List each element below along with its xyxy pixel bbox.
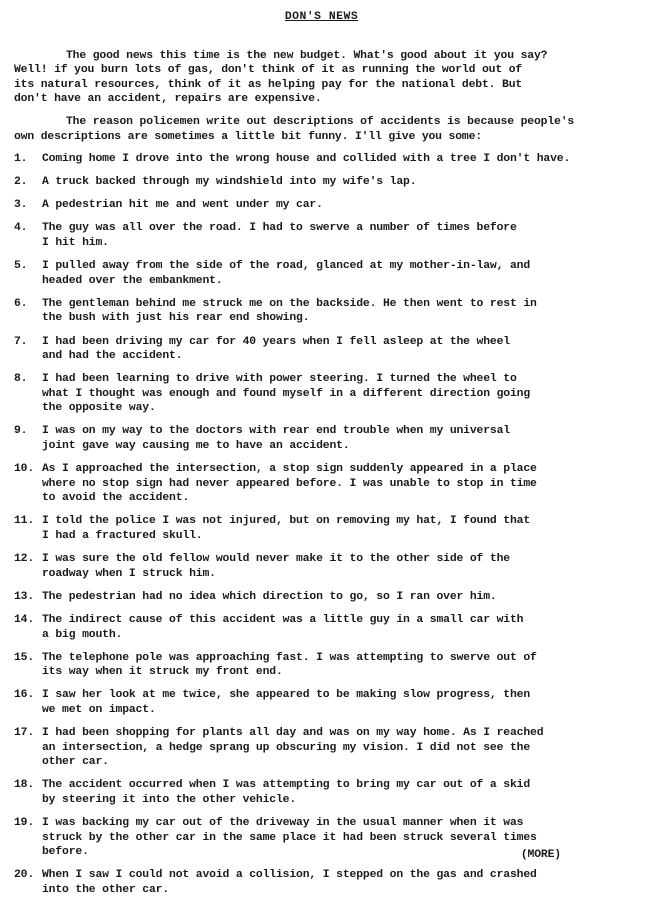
list-item-text: The indirect cause of this accident was a little guy in a small car with a big mouth.: [42, 613, 524, 641]
list-item: [14, 514, 619, 543]
list-item: [14, 424, 619, 453]
accident-list: [14, 152, 619, 897]
list-item-text: The accident occurred when I was attempting to bring my car out of a skid by steering it into the other vehicle.: [42, 779, 531, 806]
list-item: [14, 651, 619, 680]
list-item-text: I was sure the old fellow would never make it to the other side of the roadway when I struck him.: [42, 553, 510, 580]
list-item-text: The telephone pole was approaching fast. I was attempting to swerve out of its way when it struck my front end.: [42, 651, 537, 679]
list-item-text: Coming home I drove into the wrong house and collided with a tree I don't have.: [42, 153, 571, 166]
list-item: [14, 688, 619, 717]
list-item-number: 14.: [14, 613, 35, 626]
list-item: [14, 868, 619, 897]
list-item-number: 9.: [14, 425, 28, 438]
list-item: [14, 613, 619, 642]
list-item-text: The gentleman behind me struck me on the backside. He then went to rest in the bush with just his rear end showing.: [42, 297, 537, 325]
list-item: [14, 198, 619, 213]
intro-paragraph-2: The reason policemen write out descriptions of accidents is because people's own descriptions are sometimes a little bit funny. I'll give you some:: [14, 115, 575, 143]
list-item-number: 19.: [14, 816, 35, 829]
list-item: [14, 590, 619, 605]
list-item-number: 15.: [14, 651, 35, 664]
list-item: [14, 335, 619, 364]
list-item-number: 10.: [14, 463, 35, 476]
list-item-text: A pedestrian hit me and went under my car.: [42, 199, 323, 212]
list-item: [14, 552, 619, 581]
list-item: [14, 221, 619, 250]
list-item-text: I saw her look at me twice, she appeared to be making slow progress, then we met on impact.: [42, 689, 531, 716]
list-item-text: The guy was all over the road. I had to swerve a number of times before I hit him.: [42, 222, 517, 250]
list-item-text: I was backing my car out of the driveway in the usual manner when it was struck by the other car in the same place it had been struck several times before.: [42, 816, 537, 859]
list-item-text: I was on my way to the doctors with rear end trouble when my universal joint gave way causing me to have an accident.: [42, 425, 510, 453]
list-item-number: 20.: [14, 869, 35, 882]
list-item-number: 5.: [14, 260, 28, 273]
list-item: [14, 175, 619, 190]
list-item-number: 13.: [14, 590, 35, 603]
list-item: [14, 778, 619, 807]
list-item-number: 17.: [14, 726, 35, 739]
list-item: [14, 726, 619, 770]
list-item-number: 6.: [14, 297, 28, 310]
list-item-number: 1.: [14, 153, 28, 166]
list-item-text: A truck backed through my windshield into my wife's lap.: [42, 176, 417, 189]
list-item-text: I had been shopping for plants all day and was on my way home. As I reached an intersection, a hedge sprang up obscuring my vision. I did not see the other car.: [42, 726, 544, 769]
list-item-text: As I approached the intersection, a stop sign suddenly appeared in a place where no stop sign had never appeared before. I was unable to stop in time to avoid the accident.: [42, 463, 537, 505]
list-item-text: I told the police I was not injured, but on removing my hat, I found that I had a fractured skull.: [42, 515, 531, 543]
list-item: [14, 372, 619, 416]
list-item-number: 11.: [14, 515, 35, 528]
intro-paragraph-1: The good news this time is the new budget. What's good about it you say? Well! if you burn lots of gas, don't think of it as running the world out of its natural resources, think of it as helping pay for the national debt. But don't have an accident, repairs are expensive.: [14, 49, 548, 106]
list-item: [14, 259, 619, 288]
list-item-number: 2.: [14, 176, 28, 189]
list-item-number: 16.: [14, 689, 35, 702]
list-item-text: I pulled away from the side of the road, glanced at my mother-in-law, and headed over the embankment.: [42, 260, 531, 287]
list-item-text: When I saw I could not avoid a collision, I stepped on the gas and crashed into the other car.: [42, 869, 537, 896]
list-item-text: The pedestrian had no idea which direction to go, so I ran over him.: [42, 590, 497, 603]
list-item-text: I had been learning to drive with power steering. I turned the wheel to what I thought was enough and found myself in a different direction going the opposite way.: [42, 373, 531, 415]
list-item: [14, 462, 619, 506]
list-item-number: 12.: [14, 553, 35, 566]
list-item-number: 8.: [14, 373, 28, 386]
page-title: DON'S NEWS: [284, 11, 359, 23]
more-marker: (MORE): [520, 849, 561, 862]
list-item: [14, 152, 619, 167]
list-item-number: 3.: [14, 199, 28, 212]
list-item-text: I had been driving my car for 40 years when I fell asleep at the wheel and had the accident.: [42, 335, 510, 363]
list-item-number: 7.: [14, 335, 28, 348]
list-item-number: 4.: [14, 222, 28, 235]
list-item-number: 18.: [14, 779, 35, 792]
list-item: [14, 297, 619, 326]
